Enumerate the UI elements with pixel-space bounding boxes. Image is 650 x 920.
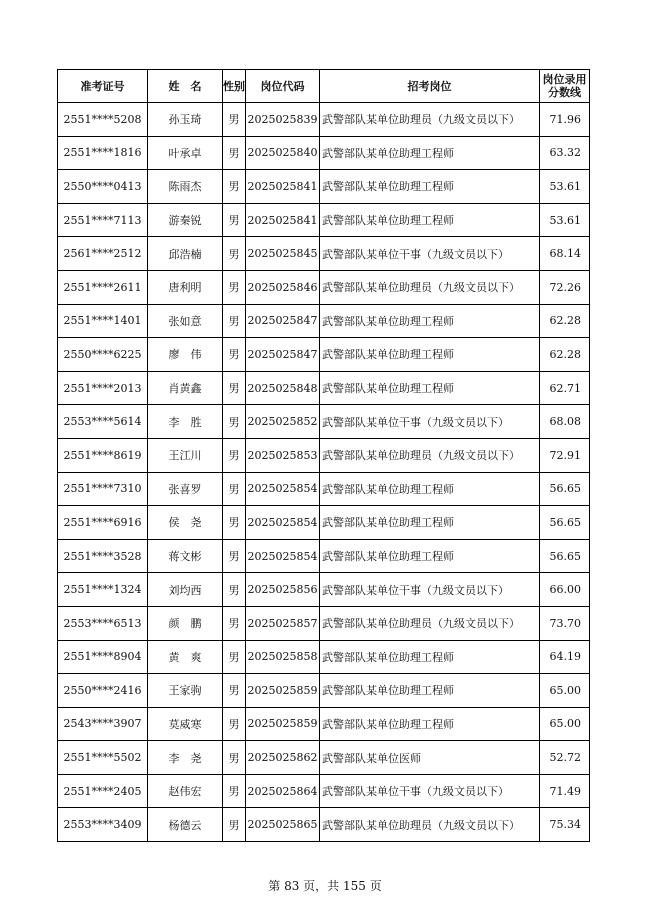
gender-cell: 男 — [223, 674, 246, 708]
post-name-cell: 武警部队某单位助理员（九级文员以下） — [320, 808, 540, 842]
header-post-name: 招考岗位 — [320, 70, 540, 103]
gender-cell: 男 — [223, 506, 246, 540]
table-row — [58, 606, 590, 640]
exam-id-cell: 2551****7310 — [58, 472, 148, 506]
gender-cell: 男 — [223, 270, 246, 304]
table-row — [58, 103, 590, 137]
post-code-cell: 2025025857 — [246, 606, 320, 640]
name-cell: 王江川 — [148, 438, 223, 472]
exam-id-cell: 2551****6916 — [58, 506, 148, 540]
score-cell: 75.34 — [540, 808, 590, 842]
score-cell: 56.65 — [540, 539, 590, 573]
score-cell: 71.96 — [540, 103, 590, 137]
table-row — [58, 539, 590, 573]
post-code-cell: 2025025859 — [246, 707, 320, 741]
name-cell: 颜 鹏 — [148, 606, 223, 640]
table-row — [58, 573, 590, 607]
exam-id-cell: 2551****5208 — [58, 103, 148, 137]
name-cell: 唐利明 — [148, 270, 223, 304]
table-row — [58, 472, 590, 506]
page-footer: 第 83 页，共 155 页 — [268, 879, 382, 893]
table-row — [58, 405, 590, 439]
exam-id-cell: 2551****8619 — [58, 438, 148, 472]
table-row — [58, 237, 590, 271]
post-code-cell: 2025025856 — [246, 573, 320, 607]
score-cell: 62.28 — [540, 338, 590, 372]
exam-id-cell: 2543****3907 — [58, 707, 148, 741]
gender-cell: 男 — [223, 606, 246, 640]
post-code-cell: 2025025847 — [246, 304, 320, 338]
score-cell: 72.26 — [540, 270, 590, 304]
post-code-cell: 2025025864 — [246, 774, 320, 808]
gender-cell: 男 — [223, 640, 246, 674]
exam-id-cell: 2550****6225 — [58, 338, 148, 372]
score-cell: 53.61 — [540, 170, 590, 204]
post-name-cell: 武警部队某单位助理工程师 — [320, 136, 540, 170]
table-row — [58, 338, 590, 372]
header-post-code: 岗位代码 — [246, 70, 320, 103]
post-name-cell: 武警部队某单位医师 — [320, 741, 540, 775]
post-code-cell: 2025025854 — [246, 472, 320, 506]
gender-cell: 男 — [223, 203, 246, 237]
gender-cell: 男 — [223, 573, 246, 607]
post-code-cell: 2025025848 — [246, 371, 320, 405]
score-cell: 56.65 — [540, 506, 590, 540]
post-name-cell: 武警部队某单位助理工程师 — [320, 203, 540, 237]
table-row — [58, 808, 590, 842]
results-table — [57, 69, 590, 842]
post-name-cell: 武警部队某单位助理员（九级文员以下） — [320, 438, 540, 472]
name-cell: 刘均西 — [148, 573, 223, 607]
exam-id-cell: 2551****1324 — [58, 573, 148, 607]
post-name-cell: 武警部队某单位干事（九级文员以下） — [320, 573, 540, 607]
gender-cell: 男 — [223, 405, 246, 439]
gender-cell: 男 — [223, 237, 246, 271]
exam-id-cell: 2551****1816 — [58, 136, 148, 170]
post-code-cell: 2025025841 — [246, 203, 320, 237]
score-cell: 53.61 — [540, 203, 590, 237]
post-name-cell: 武警部队某单位干事（九级文员以下） — [320, 237, 540, 271]
post-name-cell: 武警部队某单位助理工程师 — [320, 640, 540, 674]
results-sheet — [57, 69, 590, 842]
exam-id-cell: 2551****7113 — [58, 203, 148, 237]
score-cell: 68.14 — [540, 237, 590, 271]
table-body — [58, 103, 590, 842]
post-name-cell: 武警部队某单位助理员（九级文员以下） — [320, 270, 540, 304]
table-row — [58, 203, 590, 237]
post-code-cell: 2025025858 — [246, 640, 320, 674]
exam-id-cell: 2551****2611 — [58, 270, 148, 304]
table-header-row — [58, 70, 590, 103]
exam-id-cell: 2551****5502 — [58, 741, 148, 775]
post-name-cell: 武警部队某单位干事（九级文员以下） — [320, 774, 540, 808]
post-name-cell: 武警部队某单位助理工程师 — [320, 304, 540, 338]
post-code-cell: 2025025841 — [246, 170, 320, 204]
header-exam-id: 准考证号 — [58, 70, 148, 103]
post-code-cell: 2025025845 — [246, 237, 320, 271]
name-cell: 黄 爽 — [148, 640, 223, 674]
gender-cell: 男 — [223, 808, 246, 842]
name-cell: 李 胜 — [148, 405, 223, 439]
gender-cell: 男 — [223, 438, 246, 472]
score-cell: 68.08 — [540, 405, 590, 439]
name-cell: 李 尧 — [148, 741, 223, 775]
post-name-cell: 武警部队某单位助理工程师 — [320, 707, 540, 741]
table-row — [58, 741, 590, 775]
exam-id-cell: 2561****2512 — [58, 237, 148, 271]
name-cell: 赵伟宏 — [148, 774, 223, 808]
name-cell: 游秦锐 — [148, 203, 223, 237]
exam-id-cell: 2551****2405 — [58, 774, 148, 808]
score-cell: 63.32 — [540, 136, 590, 170]
table-row — [58, 640, 590, 674]
table-row — [58, 707, 590, 741]
table-row — [58, 270, 590, 304]
table-row — [58, 774, 590, 808]
header-gender: 性别 — [223, 70, 246, 103]
post-code-cell: 2025025853 — [246, 438, 320, 472]
post-name-cell: 武警部队某单位助理工程师 — [320, 338, 540, 372]
score-cell: 62.28 — [540, 304, 590, 338]
gender-cell: 男 — [223, 103, 246, 137]
name-cell: 孙玉琦 — [148, 103, 223, 137]
score-cell: 65.00 — [540, 674, 590, 708]
post-name-cell: 武警部队某单位助理工程师 — [320, 674, 540, 708]
score-cell: 64.19 — [540, 640, 590, 674]
exam-id-cell: 2553****5614 — [58, 405, 148, 439]
score-cell: 62.71 — [540, 371, 590, 405]
score-cell: 71.49 — [540, 774, 590, 808]
exam-id-cell: 2551****2013 — [58, 371, 148, 405]
name-cell: 莫威寒 — [148, 707, 223, 741]
post-code-cell: 2025025854 — [246, 539, 320, 573]
score-cell: 66.00 — [540, 573, 590, 607]
table-row — [58, 438, 590, 472]
header-score: 岗位录用分数线 — [540, 70, 590, 103]
table-row — [58, 506, 590, 540]
name-cell: 肖黄鑫 — [148, 371, 223, 405]
exam-id-cell: 2551****8904 — [58, 640, 148, 674]
gender-cell: 男 — [223, 472, 246, 506]
table-row — [58, 136, 590, 170]
name-cell: 叶承卓 — [148, 136, 223, 170]
score-cell: 65.00 — [540, 707, 590, 741]
gender-cell: 男 — [223, 304, 246, 338]
exam-id-cell: 2553****3409 — [58, 808, 148, 842]
gender-cell: 男 — [223, 774, 246, 808]
gender-cell: 男 — [223, 371, 246, 405]
table-row — [58, 371, 590, 405]
post-name-cell: 武警部队某单位助理工程师 — [320, 506, 540, 540]
post-code-cell: 2025025865 — [246, 808, 320, 842]
name-cell: 张喜罗 — [148, 472, 223, 506]
exam-id-cell: 2550****2416 — [58, 674, 148, 708]
post-name-cell: 武警部队某单位助理员（九级文员以下） — [320, 606, 540, 640]
post-name-cell: 武警部队某单位助理工程师 — [320, 371, 540, 405]
name-cell: 张如意 — [148, 304, 223, 338]
gender-cell: 男 — [223, 741, 246, 775]
name-cell: 陈雨杰 — [148, 170, 223, 204]
post-name-cell: 武警部队某单位干事（九级文员以下） — [320, 405, 540, 439]
post-code-cell: 2025025852 — [246, 405, 320, 439]
post-code-cell: 2025025859 — [246, 674, 320, 708]
name-cell: 侯 尧 — [148, 506, 223, 540]
score-cell: 73.70 — [540, 606, 590, 640]
score-cell: 52.72 — [540, 741, 590, 775]
exam-id-cell: 2553****6513 — [58, 606, 148, 640]
gender-cell: 男 — [223, 539, 246, 573]
exam-id-cell: 2551****3528 — [58, 539, 148, 573]
post-name-cell: 武警部队某单位助理工程师 — [320, 472, 540, 506]
name-cell: 杨德云 — [148, 808, 223, 842]
post-code-cell: 2025025847 — [246, 338, 320, 372]
score-cell: 56.65 — [540, 472, 590, 506]
header-name: 姓 名 — [148, 70, 223, 103]
post-code-cell: 2025025846 — [246, 270, 320, 304]
gender-cell: 男 — [223, 707, 246, 741]
exam-id-cell: 2550****0413 — [58, 170, 148, 204]
post-code-cell: 2025025854 — [246, 506, 320, 540]
name-cell: 廖 伟 — [148, 338, 223, 372]
gender-cell: 男 — [223, 338, 246, 372]
exam-id-cell: 2551****1401 — [58, 304, 148, 338]
name-cell: 蒋文彬 — [148, 539, 223, 573]
table-row — [58, 170, 590, 204]
post-name-cell: 武警部队某单位助理员（九级文员以下） — [320, 103, 540, 137]
table-row — [58, 304, 590, 338]
gender-cell: 男 — [223, 170, 246, 204]
name-cell: 邱浩楠 — [148, 237, 223, 271]
gender-cell: 男 — [223, 136, 246, 170]
post-name-cell: 武警部队某单位助理工程师 — [320, 539, 540, 573]
score-cell: 72.91 — [540, 438, 590, 472]
post-name-cell: 武警部队某单位助理工程师 — [320, 170, 540, 204]
post-code-cell: 2025025839 — [246, 103, 320, 137]
post-code-cell: 2025025862 — [246, 741, 320, 775]
table-row — [58, 674, 590, 708]
name-cell: 王家驹 — [148, 674, 223, 708]
post-code-cell: 2025025840 — [246, 136, 320, 170]
